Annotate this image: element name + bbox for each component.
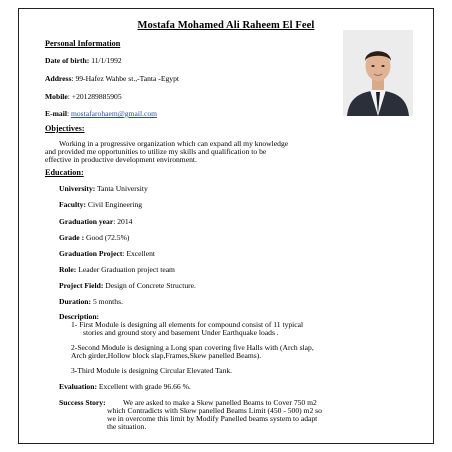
project-field-row (59, 281, 196, 290)
grade-label: Grade : (59, 233, 85, 242)
graduation-project-row (59, 249, 155, 258)
email-row (45, 109, 157, 118)
graduation-year-row (59, 217, 132, 226)
mobile-label: Mobile (45, 92, 68, 101)
university-value: Tanta University (95, 184, 148, 193)
description-module-2-line-2: Arch girder,Hollow block slap,Frames,Skew panelled Beams). (71, 351, 262, 360)
description-module-1-line-1: 1- First Module is designing all elements for compound consist of 11 typical (71, 320, 304, 329)
grade-row (59, 233, 129, 242)
university-label: University: (59, 184, 96, 193)
success-story-line-4: the situation. (107, 422, 147, 431)
success-story-line-1: We are asked to make a Skew panelled Beams to Cover 750 m2 (123, 398, 317, 407)
graduation-year-label: Graduation year (59, 217, 114, 226)
role-value: Leader Graduation project team (76, 265, 175, 274)
objectives-line-2: and provided me opportunities to utilize my skills and qualification to be (45, 147, 267, 156)
dob-value: 11/1/1992 (91, 56, 122, 65)
dob-row (45, 56, 122, 65)
faculty-value: Civil Engineering (86, 200, 143, 209)
graduation-project-value: : Excellent (122, 249, 156, 258)
description-label: Description: (59, 312, 100, 321)
grade-value: Good (72.5%) (84, 233, 130, 242)
address-label: Address (45, 74, 72, 83)
evaluation-row (59, 382, 191, 391)
faculty-row (59, 200, 142, 209)
email-link[interactable]: mostafarohaem@gmail.com (70, 109, 158, 118)
mobile-value: : +201289885905 (67, 92, 122, 101)
objectives-line-3: effective in productive development environment. (45, 155, 197, 164)
success-story-label: Success Story: (59, 398, 106, 407)
description-module-3: 3-Third Module is designing Circular Elevated Tank. (71, 366, 233, 375)
success-story-line-2: which Contradicts with Skew panelled Beams Limit (450 - 500) m2 so (107, 406, 322, 415)
role-label: Role: (59, 265, 77, 274)
personal-info-heading: Personal Information (45, 39, 121, 48)
profile-photo (343, 30, 413, 116)
success-story-line-3: we in overcome this limit by Modify Panelled beams system to adapt (107, 414, 318, 423)
mobile-row (45, 92, 122, 101)
description-module-1-line-2: stories and ground story and basement Under Earthquake loads . (83, 328, 279, 337)
graduation-year-value: : 2014 (113, 217, 133, 226)
graduation-project-label: Graduation Project (59, 249, 123, 258)
duration-value: 5 months. (91, 297, 123, 306)
faculty-label: Faculty: (59, 200, 86, 209)
university-row (59, 184, 148, 193)
objectives-line-1: Working in a progressive organization which can expand all my knowledge (59, 139, 289, 148)
email-label: E-mail (45, 109, 67, 118)
project-field-value: Design of Concrete Structure. (103, 281, 196, 290)
description-module-2-line-1: 2-Second Module is designing a Long span covering five Halls with (Arch slap, (71, 343, 314, 352)
objectives-heading: Objectives: (45, 124, 85, 133)
evaluation-label: Evaluation: (59, 382, 97, 391)
address-value: : 99-Hafez Wahbe st.,-Tanta -Egypt (71, 74, 179, 83)
dob-label: Date of birth: (45, 56, 90, 65)
email-separator: : (66, 109, 71, 118)
resume-title: Mostafa Mohamed Ali Raheem El Feel (137, 20, 315, 31)
duration-label: Duration: (59, 297, 92, 306)
education-heading: Education: (45, 168, 84, 177)
resume-page (18, 8, 434, 444)
evaluation-value: Excellent with grade 96.66 %. (96, 382, 191, 391)
role-row (59, 265, 175, 274)
project-field-label: Project Field: (59, 281, 104, 290)
address-row (45, 74, 179, 83)
duration-row (59, 297, 123, 306)
